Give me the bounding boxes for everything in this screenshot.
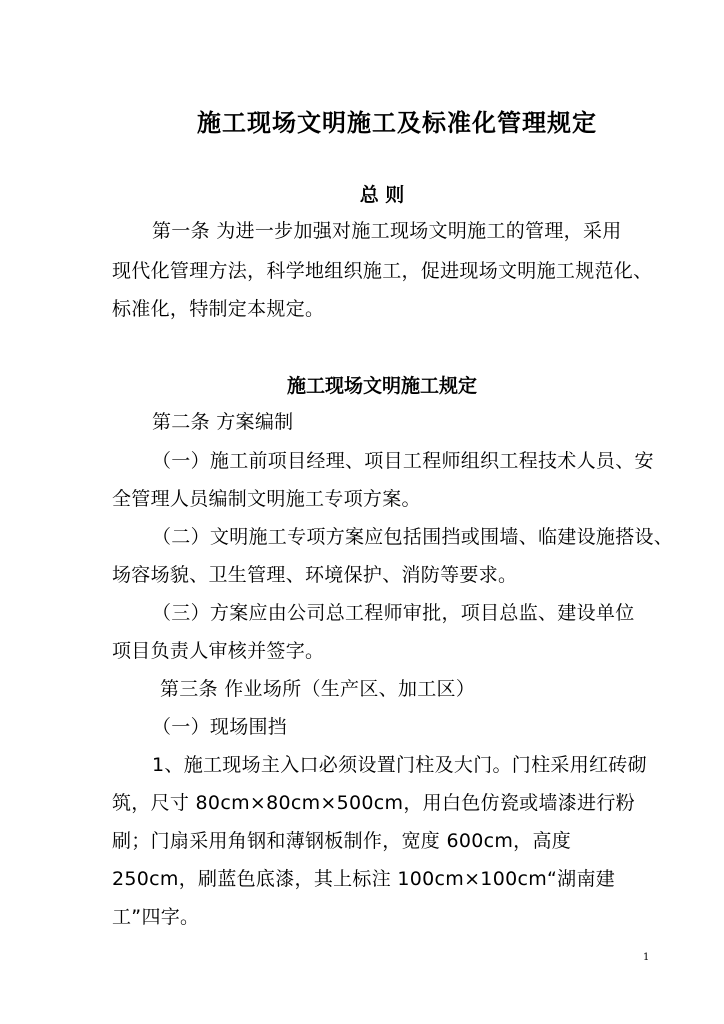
item3-1-heading: （一）现场围挡	[152, 716, 288, 738]
page-number: 1	[643, 952, 650, 963]
item2-2-line1: （二）文明施工专项方案应包括围挡或围墙、临建设施搭设、	[152, 526, 674, 548]
item2-1-line2: 全管理人员编制文明施工专项方案。	[112, 488, 421, 510]
section-heading-rules: 施工现场文明施工规定	[286, 375, 477, 397]
article1-line2: 现代化管理方法，科学地组织施工，促进现场文明施工规范化、	[112, 260, 653, 282]
article3-heading: 第三条 作业场所（生产区、加工区）	[160, 678, 476, 700]
article2-heading: 第二条 方案编制	[152, 411, 294, 433]
article1-line3: 标准化，特制定本规定。	[112, 298, 325, 320]
item2-1-line1: （一）施工前项目经理、项目工程师组织工程技术人员、安	[152, 450, 654, 472]
section-heading-general: 总 则	[359, 184, 405, 206]
item2-2-line2: 场容场貌、卫生管理、环境保护、消防等要求。	[112, 564, 518, 586]
item2-3-line1: （三）方案应由公司总工程师审批，项目总监、建设单位	[152, 602, 635, 624]
point1-line3: 刷；门扇采用角钢和薄钢板制作，宽度 600cm，高度	[112, 830, 572, 852]
point1-line1: 1、施工现场主入口必须设置门柱及大门。门柱采用红砖砌	[152, 754, 647, 776]
document-title: 施工现场文明施工及标准化管理规定	[197, 109, 597, 137]
point1-line4: 250cm，刷蓝色底漆，其上标注 100cm×100cm“湖南建	[112, 868, 616, 890]
item2-3-line2: 项目负责人审核并签字。	[112, 640, 325, 662]
point1-line2: 筑，尺寸 80cm×80cm×500cm，用白色仿瓷或墙漆进行粉	[112, 792, 635, 814]
article1-line1: 第一条 为进一步加强对施工现场文明施工的管理，采用	[152, 220, 622, 242]
point1-line5: 工”四字。	[112, 906, 200, 928]
